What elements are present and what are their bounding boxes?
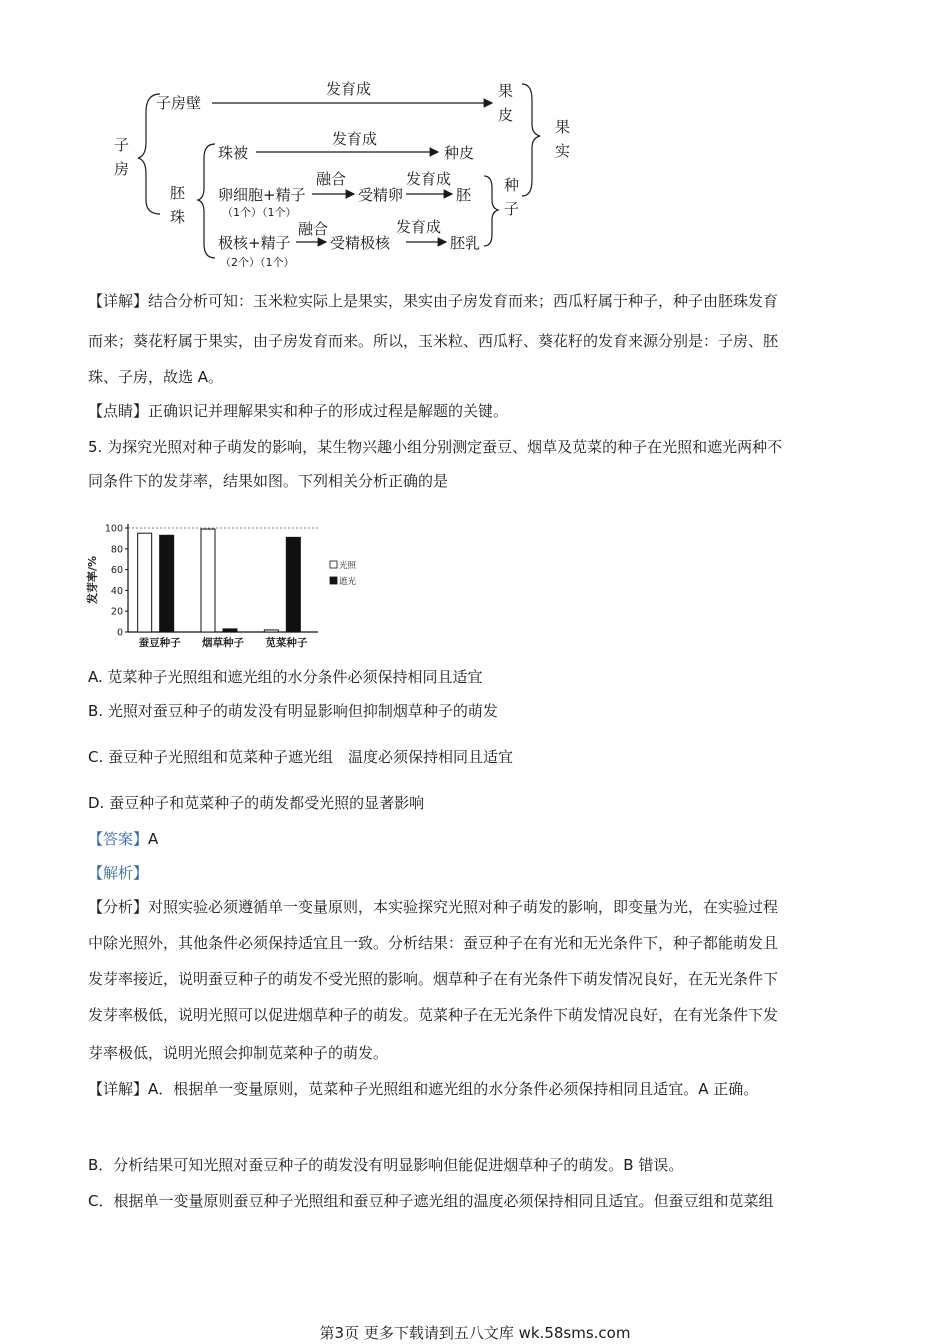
ovary-brace	[138, 94, 160, 214]
analysis-line-5: 芽率极低，说明光照会抑制苋菜种子的萌发。	[88, 1044, 389, 1062]
ovary-label-2: 房	[114, 160, 130, 178]
option-d: D. 蚕豆种子和苋菜种子的萌发都受光照的显著影响	[88, 794, 425, 812]
seed-char-1: 种	[504, 176, 520, 194]
fertilized-egg-label: 受精卵	[358, 186, 404, 204]
fruit-char-2: 实	[555, 142, 571, 160]
analysis-tag: 【解析】	[88, 864, 149, 882]
option-c: C. 蚕豆种子光照组和苋菜种子遮光组 温度必须保持相同且适宜	[88, 748, 514, 766]
question-5-line-2: 同条件下的发芽率，结果如图。下列相关分析正确的是	[88, 472, 449, 490]
seed-brace	[484, 176, 498, 246]
fuse-label-1: 融合	[316, 170, 347, 188]
pericarp-char-2: 皮	[498, 106, 514, 124]
comment-line: 【点睛】正确识记并理解果实和种子的形成过程是解题的关键。	[88, 402, 509, 420]
bar-遮光-蚕豆种子	[160, 535, 174, 632]
ovary-wall-label: 子房壁	[156, 94, 202, 112]
bar-光照-蚕豆种子	[138, 533, 152, 632]
develops-label-3: 发育成	[406, 170, 452, 188]
embryo-label: 胚	[456, 186, 472, 204]
fruit-formation-diagram	[100, 72, 600, 282]
analysis-line-3: 发芽率接近，说明蚕豆种子的萌发不受光照的影响。烟草种子在有光条件下萌发情况良好，在无光条件下	[88, 970, 779, 988]
ovule-brace	[198, 144, 215, 258]
option-a: A. 苋菜种子光照组和遮光组的水分条件必须保持相同且适宜	[88, 668, 483, 686]
seed-char-2: 子	[504, 200, 520, 218]
category-label-烟草种子: 烟草种子	[202, 637, 244, 649]
legend-swatch-遮光	[330, 577, 337, 584]
detail-1-line-2: 而来；葵花籽属于果实，由子房发育而来。所以，玉米粒、西瓜籽、葵花籽的发育来源分别是：子房、胚	[88, 332, 779, 350]
legend-label-光照: 光照	[339, 561, 356, 571]
answer-value: A	[148, 830, 159, 848]
develops-label-1: 发育成	[326, 80, 372, 98]
endosperm-label: 胚乳	[450, 234, 481, 252]
y-tick-label-80: 80	[110, 544, 123, 556]
develops-label-4: 发育成	[396, 218, 442, 236]
plot-area	[105, 524, 356, 650]
bar-遮光-烟草种子	[223, 629, 237, 632]
egg-count-label: （1个）（1个）	[222, 206, 297, 219]
y-axis-label: 发芽率/%	[86, 555, 99, 605]
ovule-char-2: 珠	[170, 208, 186, 226]
seed-coat-label: 种皮	[444, 144, 475, 162]
integument-label: 珠被	[218, 144, 249, 162]
analysis-line-2: 中除光照外，其他条件必须保持适宜且一致。分析结果：蚕豆种子在有光和无光条件下，种子都能萌发且	[88, 934, 779, 952]
y-tick-label-0: 0	[116, 627, 123, 639]
fertilized-polar-label: 受精极核	[330, 234, 391, 252]
detail-2-c: C．根据单一变量原则蚕豆种子光照组和蚕豆种子遮光组的温度必须保持相同且适宜。但蚕豆组和苋菜组	[88, 1192, 774, 1210]
question-5-line-1: 5. 为探究光照对种子萌发的影响，某生物兴趣小组分别测定蚕豆、烟草及苋菜的种子在光照和遮光两种不	[88, 438, 783, 456]
detail-1-line-1: 【详解】结合分析可知：玉米粒实际上是果实，果实由子房发育而来；西瓜籽属于种子，种子由胚珠发育	[88, 292, 779, 310]
legend-swatch-光照	[330, 561, 337, 568]
egg-sperm-label: 卵细胞+精子	[218, 186, 306, 204]
y-tick-label-20: 20	[110, 606, 123, 618]
fuse-label-2: 融合	[298, 220, 329, 238]
fruit-brace	[522, 84, 540, 196]
option-b: B. 光照对蚕豆种子的萌发没有明显影响但抑制烟草种子的萌发	[88, 702, 498, 720]
polar-count-label: （2个）（1个）	[220, 256, 295, 269]
category-label-蚕豆种子: 蚕豆种子	[138, 637, 181, 649]
detail-1-line-3: 珠、子房，故选 A。	[88, 368, 224, 386]
bar-遮光-苋菜种子	[286, 537, 300, 632]
ovary-label-1: 子	[114, 136, 130, 154]
detail-2-b: B．分析结果可知光照对蚕豆种子的萌发没有明显影响但能促进烟草种子的萌发。B 错误。	[88, 1156, 684, 1174]
y-tick-label-40: 40	[110, 585, 123, 597]
polar-sperm-label: 极核+精子	[218, 234, 291, 252]
develops-label-2: 发育成	[332, 130, 378, 148]
answer-line	[88, 822, 868, 856]
category-label-苋菜种子: 苋菜种子	[265, 637, 308, 649]
analysis-line-4: 发芽率极低，说明光照可以促进烟草种子的萌发。苋菜种子在无光条件下萌发情况良好，在有光条件下发	[88, 1006, 779, 1024]
bar-光照-苋菜种子	[264, 630, 278, 632]
legend-label-遮光: 遮光	[339, 577, 356, 587]
analysis-line-1: 【分析】对照实验必须遵循单一变量原则，本实验探究光照对种子萌发的影响，即变量为光，在实验过程	[88, 898, 779, 916]
page-footer: 第3页 更多下载请到五八文库 wk.58sms.com	[319, 1324, 631, 1342]
pericarp-char-1: 果	[498, 82, 514, 100]
bar-光照-烟草种子	[201, 529, 215, 632]
answer-tag: 【答案】	[88, 830, 149, 848]
y-tick-label-60: 60	[110, 565, 123, 577]
detail-2-a: 【详解】A．根据单一变量原则，苋菜种子光照组和遮光组的水分条件必须保持相同且适宜。A 正确。	[88, 1080, 759, 1098]
germination-rate-chart	[86, 510, 356, 655]
ovule-char-1: 胚	[170, 184, 186, 202]
fruit-char-1: 果	[555, 118, 571, 136]
y-tick-label-100: 100	[104, 523, 123, 535]
